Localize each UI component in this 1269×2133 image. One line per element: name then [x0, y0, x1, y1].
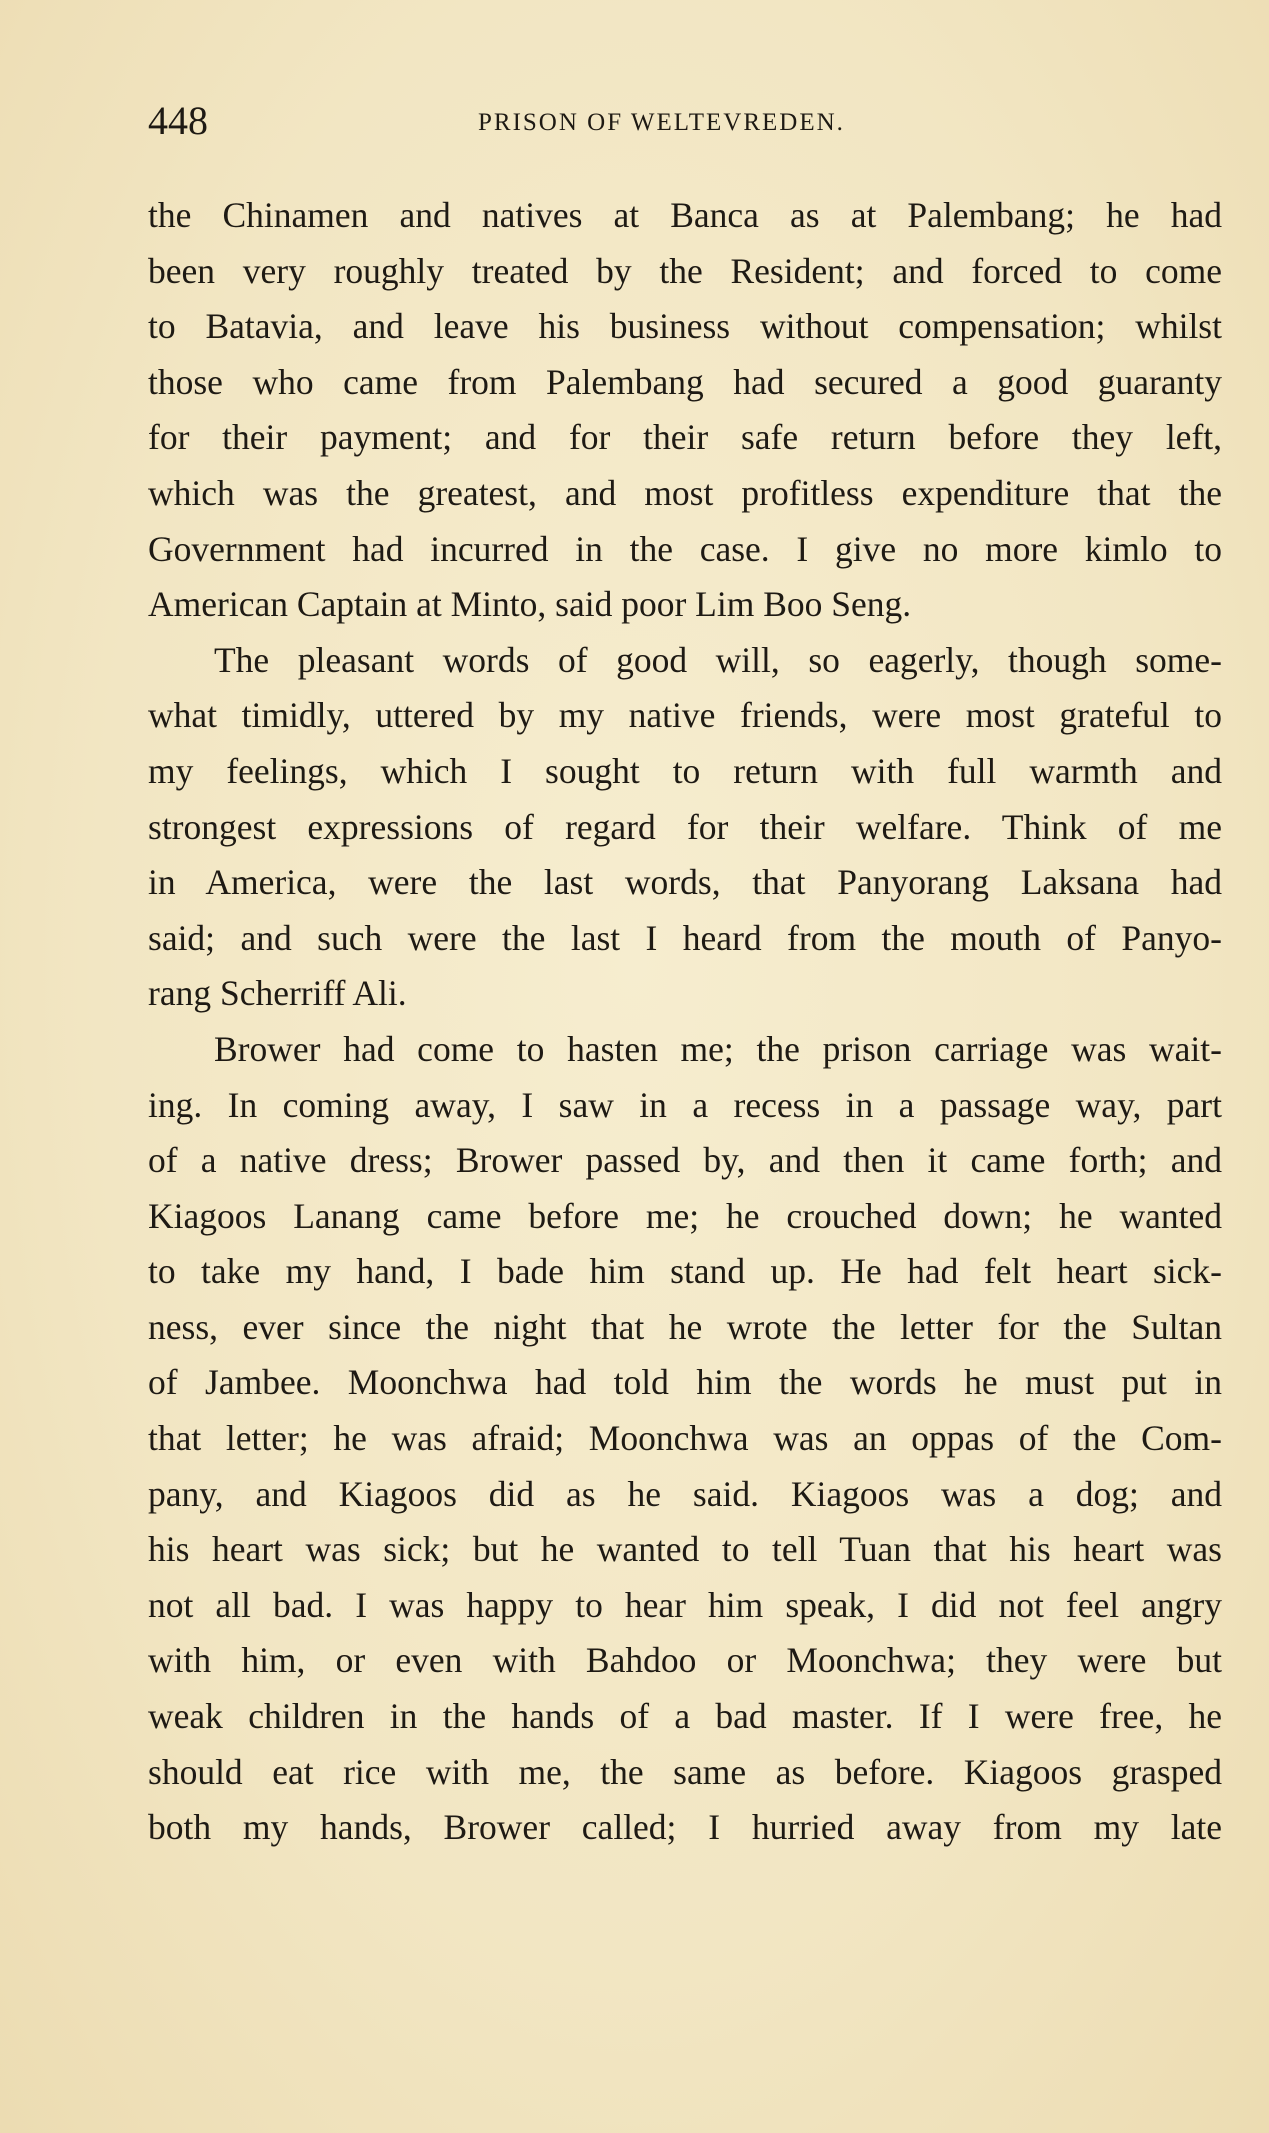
text-line: said; and such were the last I heard from the mouth of Panyo- [148, 917, 1222, 958]
page-header [148, 96, 1220, 146]
text-line: with him, or even with Bahdoo or Moonchwa; they were but [148, 1640, 1222, 1681]
text-line: strongest expressions of regard for their welfare. Think of me [148, 806, 1222, 847]
text-line: to take my hand, I bade him stand up. He had felt heart sick- [148, 1251, 1222, 1292]
text-line: those who came from Palembang had secured a good guaranty [148, 361, 1222, 402]
text-line: pany, and Kiagoos did as he said. Kiagoos was a dog; and [148, 1473, 1222, 1514]
text-line: weak children in the hands of a bad master. If I were free, he [148, 1696, 1222, 1737]
text-line: Government had incurred in the case. I give no more kimlo to [148, 528, 1222, 569]
paragraph [148, 188, 1222, 633]
text-line: for their payment; and for their safe return before they left, [148, 417, 1222, 458]
text-line: ing. In coming away, I saw in a recess in a passage way, part [148, 1084, 1222, 1125]
text-line: Brower had come to hasten me; the prison carriage was wait- [214, 1028, 1222, 1069]
text-line: in America, were the last words, that Panyorang Laksana had [148, 862, 1222, 903]
text-line: ness, ever since the night that he wrote the letter for the Sultan [148, 1306, 1222, 1347]
text-line: my feelings, which I sought to return with full warmth and [148, 750, 1222, 791]
text-line: that letter; he was afraid; Moonchwa was an oppas of the Com- [148, 1418, 1222, 1459]
text-line: both my hands, Brower called; I hurried away from my late [148, 1807, 1222, 1848]
text-line: of a native dress; Brower passed by, and then it came forth; and [148, 1140, 1222, 1181]
text-line: what timidly, uttered by my native friends, were most grateful to [148, 695, 1222, 736]
text-line: his heart was sick; but he wanted to tell Tuan that his heart was [148, 1529, 1222, 1570]
text-line: not all bad. I was happy to hear him speak, I did not feel angry [148, 1584, 1222, 1625]
text-line: to Batavia, and leave his business without compensation; whilst [148, 306, 1222, 347]
text-line: which was the greatest, and most profitless expenditure that the [148, 472, 1222, 513]
paragraph [148, 633, 1222, 1022]
text-line: American Captain at Minto, said poor Lim Boo Seng. [148, 584, 912, 625]
text-line: of Jambee. Moonchwa had told him the words he must put in [148, 1362, 1222, 1403]
text-line: the Chinamen and natives at Banca as at Palembang; he had [148, 195, 1222, 235]
page-number: 448 [148, 98, 208, 143]
body-text [148, 188, 1222, 1856]
text-line: should eat rice with me, the same as before. Kiagoos grasped [148, 1751, 1222, 1792]
text-line: The pleasant words of good will, so eagerly, though some- [214, 639, 1222, 680]
running-head: PRISON OF WELTEVREDEN. [478, 109, 845, 136]
text-line: Kiagoos Lanang came before me; he crouched down; he wanted [148, 1195, 1222, 1236]
text-line: been very roughly treated by the Resident; and forced to come [148, 250, 1222, 291]
paragraph [148, 1022, 1222, 1856]
text-line: rang Scherriff Ali. [148, 973, 407, 1014]
